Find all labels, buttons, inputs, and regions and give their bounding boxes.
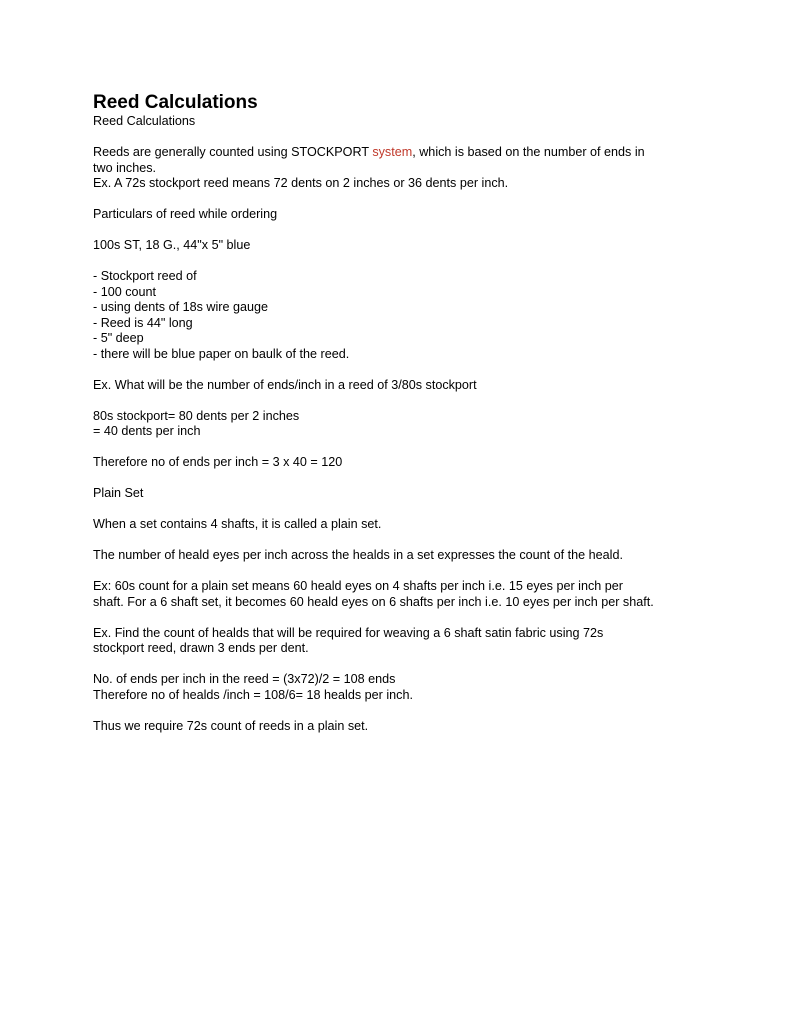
intro-text-after: , which is based on the number of ends in — [412, 145, 645, 159]
example1-answer: Therefore no of ends per inch = 3 x 40 = 120 — [93, 455, 343, 469]
plain-set-definition: When a set contains 4 shafts, it is called a plain set. — [93, 517, 382, 531]
list-item: - Stockport reed of — [93, 269, 197, 283]
intro-paragraph — [93, 145, 703, 161]
list-item: - using dents of 18s wire gauge — [93, 300, 269, 314]
ordering-heading: Particulars of reed while ordering — [93, 207, 278, 221]
example3-calc1: No. of ends per inch in the reed = (3x72)/2 = 108 ends — [93, 672, 396, 686]
list-item: - 5" deep — [93, 331, 144, 345]
ordering-spec: 100s ST, 18 G., 44"x 5" blue — [93, 238, 251, 252]
intro-text-before: Reeds are generally counted using STOCKPORT — [93, 145, 373, 159]
example1-line1: 80s stockport= 80 dents per 2 inches — [93, 408, 300, 423]
example3-conclusion: Thus we require 72s count of reeds in a plain set. — [93, 718, 369, 733]
example3-line2: stockport reed, drawn 3 ends per dent. — [93, 641, 309, 655]
system-link[interactable]: system — [372, 145, 413, 159]
example3-calc2: Therefore no of healds /inch = 108/6= 18 healds per inch. — [93, 687, 413, 702]
page-subtitle: Reed Calculations — [93, 114, 196, 128]
document-page — [93, 92, 703, 734]
page-title: Reed Calculations — [93, 92, 258, 113]
example2-line2: shaft. For a 6 shaft set, it becomes 60 heald eyes on 6 shafts per inch i.e. 10 eyes per inch per shaft. — [93, 594, 654, 609]
heald-count-definition: The number of heald eyes per inch across the healds in a set expresses the count of the heald. — [93, 548, 623, 562]
example1-line2: = 40 dents per inch — [93, 424, 201, 438]
spec-list — [93, 269, 703, 362]
intro-example: Ex. A 72s stockport reed means 72 dents on 2 inches or 36 dents per inch. — [93, 176, 509, 190]
intro-line2: two inches. — [93, 160, 156, 175]
list-item: - there will be blue paper on baulk of the reed. — [93, 346, 350, 361]
example1-question: Ex. What will be the number of ends/inch in a reed of 3/80s stockport — [93, 377, 477, 392]
example2-line1: Ex: 60s count for a plain set means 60 heald eyes on 4 shafts per inch i.e. 15 eyes per inch per — [93, 579, 623, 593]
plain-set-heading: Plain Set — [93, 486, 144, 500]
example3-line1: Ex. Find the count of healds that will be required for weaving a 6 shaft satin fabric using 72s — [93, 625, 604, 640]
list-item: - Reed is 44" long — [93, 315, 193, 330]
list-item: - 100 count — [93, 284, 157, 299]
